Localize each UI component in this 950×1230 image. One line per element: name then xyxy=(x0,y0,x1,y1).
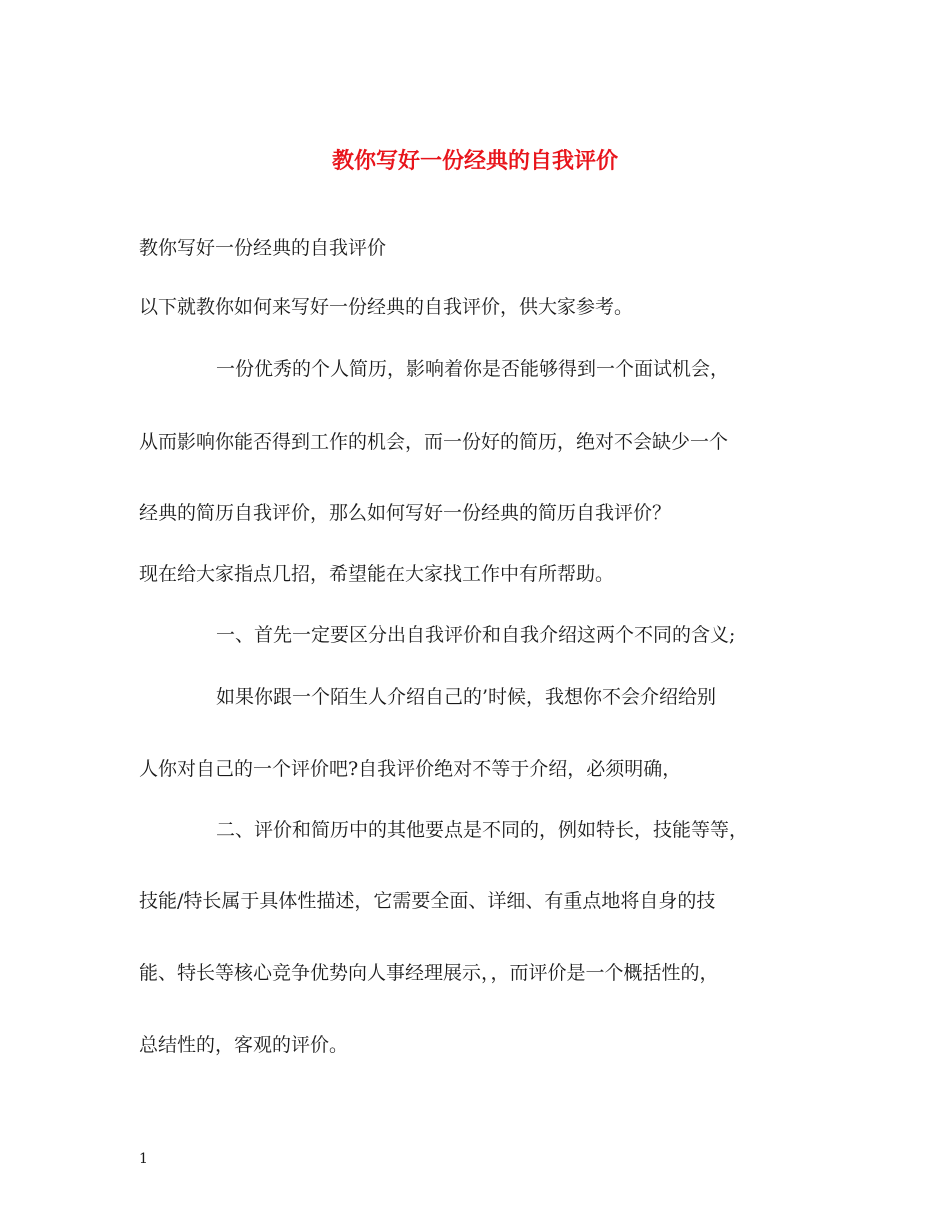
text-line-paragraph-1-cont: 从而影响你能否得到工作的机会，而一份好的简历，绝对不会缺少一个 xyxy=(139,431,729,453)
text-line-point-1-detail-start: 如果你跟一个陌生人介绍自己的’时候，我想你不会介绍给别 xyxy=(216,686,717,708)
text-line-point-2: 二、评价和简历中的其他要点是不同的，例如特长，技能等等， xyxy=(216,819,749,841)
text-line-point-2-cont-2: 能、特长等核心竞争优势向人事经理展示，，而评价是一个概括性的， xyxy=(139,962,719,984)
text-line-tips-intro: 现在给大家指点几招，希望能在大家找工作中有所帮助。 xyxy=(139,563,615,585)
text-line-point-1: 一、首先一定要区分出自我评价和自我介绍这两个不同的含义; xyxy=(216,624,736,646)
text-line-point-2-end: 总结性的，客观的评价。 xyxy=(139,1034,349,1056)
page-number: 1 xyxy=(139,1151,148,1167)
text-line-paragraph-1-start: 一份优秀的个人简历，影响着你是否能够得到一个面试机会， xyxy=(216,358,730,380)
text-line-subtitle: 教你写好一份经典的自我评价 xyxy=(139,237,387,259)
text-line-paragraph-1-end: 经典的简历自我评价，那么如何写好一份经典的简历自我评价？ xyxy=(139,502,672,524)
text-line-intro: 以下就教你如何来写好一份经典的自我评价，供大家参考。 xyxy=(139,296,634,318)
text-line-point-2-cont-1: 技能/特长属于具体性描述，它需要全面、详细、有重点地将自身的技 xyxy=(139,890,716,912)
document-title: 教你写好一份经典的自我评价 xyxy=(331,148,618,174)
text-line-point-1-detail-end: 人你对自己的一个评价吧?自我评价绝对不等于介绍，必须明确， xyxy=(139,758,682,780)
